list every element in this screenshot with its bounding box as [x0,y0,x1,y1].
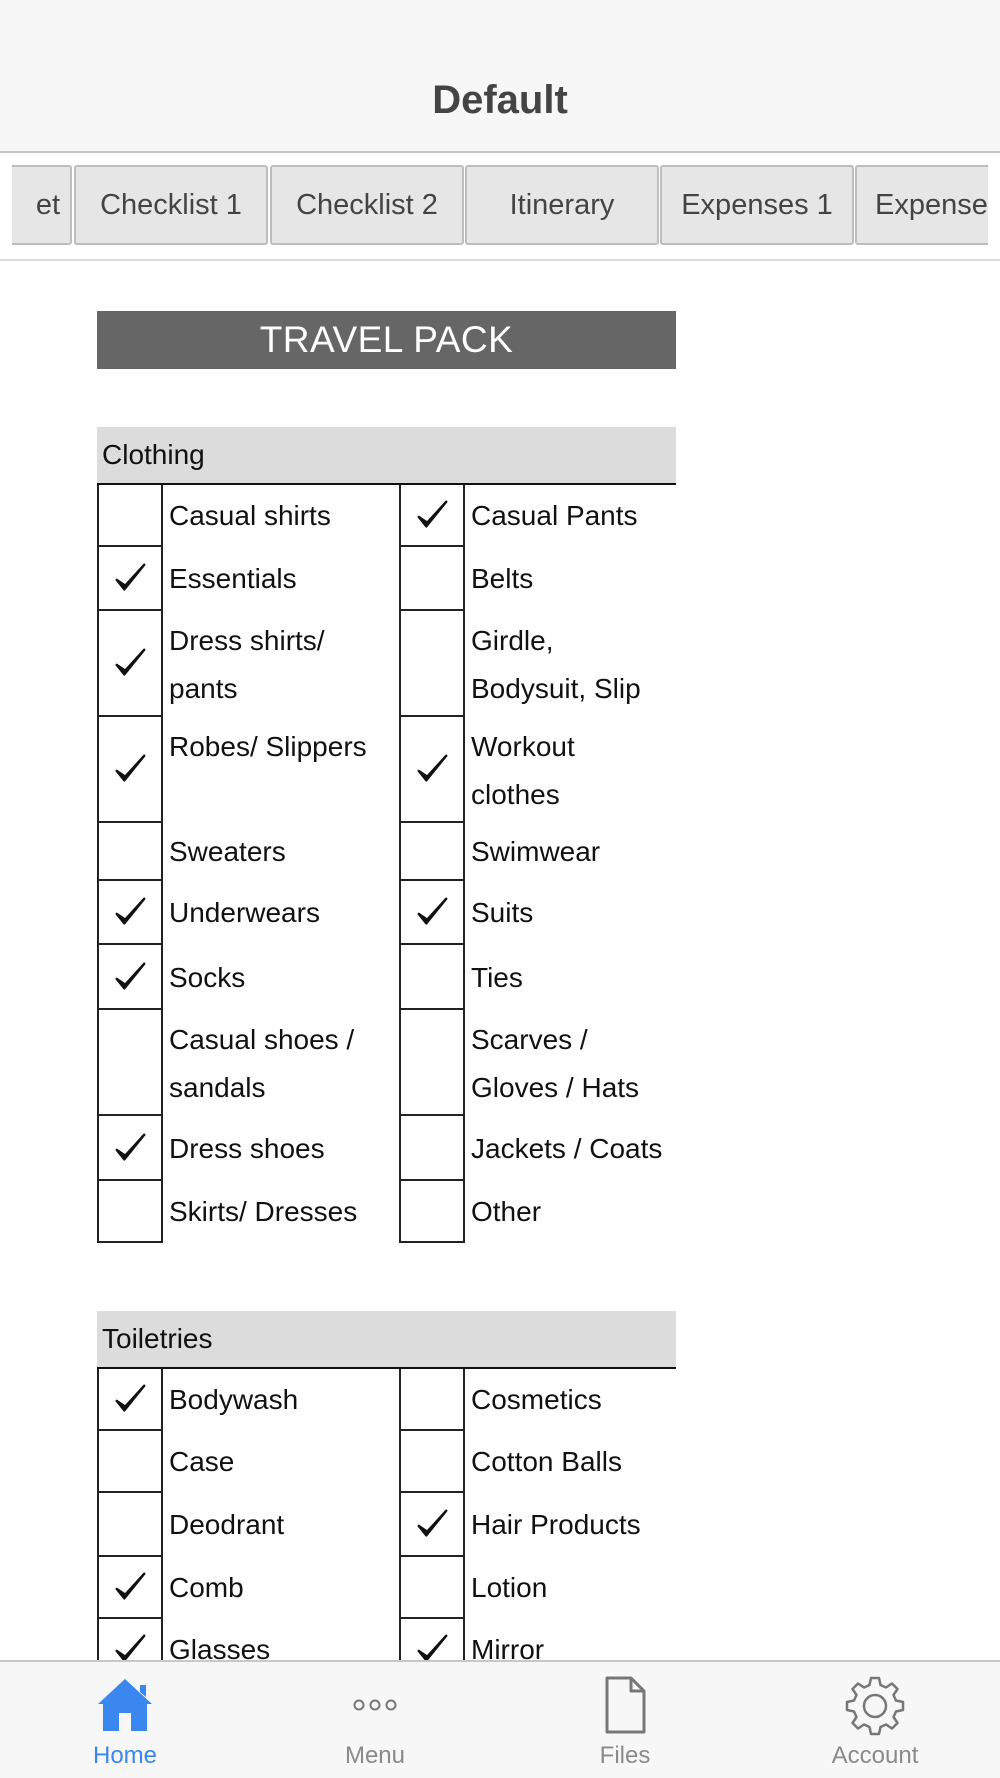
checklist-item-label: Socks [169,961,246,993]
checklist-row[interactable] [399,1010,676,1116]
tabbar-menu[interactable] [275,1672,475,1772]
checklist-row[interactable] [97,1116,399,1181]
checklist-item-label: Cosmetics [471,1384,602,1415]
checklist-row[interactable] [399,945,676,1010]
tab-checklist-1[interactable]: Checklist 1 [74,165,268,245]
checkbox[interactable] [399,717,465,823]
nav-header [0,0,1000,153]
checkmark-icon [111,559,149,597]
section-title: Clothing [97,427,676,485]
checkmark-icon [413,1505,451,1543]
checklist-row[interactable] [97,881,399,945]
toiletries-section [97,1311,676,1660]
checklist-row[interactable] [97,1493,399,1557]
checklist-item-label: Other [471,1196,542,1227]
checkmark-icon [111,644,149,682]
checklist-row[interactable] [399,1369,676,1431]
more-icon [342,1672,408,1738]
clothing-left-column [97,485,399,1243]
checkmark-icon [111,893,149,931]
home-icon [92,1672,158,1738]
checkbox[interactable] [97,611,163,717]
clothing-right-column [399,485,676,1243]
checklist-row[interactable] [97,485,399,547]
checkbox[interactable] [97,717,163,823]
checklist-item-label: Casual Pants [471,500,638,531]
toiletries-right-column [399,1369,676,1660]
checkmark-icon [413,893,451,931]
checklist-row[interactable] [97,547,399,611]
checklist-item-label: Hair Products [471,1509,641,1540]
checklist-row[interactable] [97,1181,399,1243]
checklist-item-label: Mirror [471,1634,545,1660]
section-title: Toiletries [97,1311,676,1369]
checkbox[interactable] [97,485,163,547]
checkmark-icon [413,496,451,534]
checklist-item-label: Cotton Balls [471,1446,622,1477]
checklist-row[interactable] [97,717,399,823]
checkbox[interactable] [399,945,465,1010]
checklist-row[interactable] [97,823,399,881]
checklist-item-label: Case [169,1446,235,1477]
checklist-row[interactable] [399,717,676,823]
checkbox[interactable] [97,1431,163,1493]
tab-itinerary[interactable]: Itinerary [465,165,659,245]
checklist-item-label: Bodywash [169,1384,299,1415]
checkbox[interactable] [399,485,465,547]
checklist-item-label: Underwears [169,897,320,928]
checklist-item-label: Sweaters [169,836,286,867]
tab-sheet-0[interactable]: et [12,165,72,245]
checklist-row[interactable] [97,1619,399,1660]
checklist-item-label: Glasses [169,1634,271,1660]
checkmark-icon [111,1380,149,1418]
checklist-item-label: Essentials [169,563,297,594]
checkbox[interactable] [97,1116,163,1181]
bottom-tab-bar [0,1660,1000,1778]
checkbox[interactable] [399,547,465,611]
tabbar-home[interactable] [25,1672,225,1772]
checkbox[interactable] [399,1010,465,1116]
checkmark-icon [111,1568,149,1606]
checklist-item-label: Skirts/ Dresses [169,1196,358,1227]
checkbox[interactable] [399,1431,465,1493]
checkbox[interactable] [399,1557,465,1619]
checkbox[interactable] [97,1181,163,1243]
checklist-item-label: Jackets / Coats [471,1132,663,1164]
checkbox[interactable] [399,611,465,717]
checklist-row[interactable] [97,1010,399,1116]
checklist-item-label: Swimwear [471,836,601,867]
checkbox[interactable] [399,881,465,945]
sheet-tabs-scroller[interactable] [12,165,988,245]
page-title: Default [432,78,568,122]
tabbar-label: Menu [344,1742,406,1769]
tab-expenses-2[interactable]: Expense [855,165,988,245]
checkbox[interactable] [399,823,465,881]
checklist-item-label: Lotion [471,1572,548,1603]
tab-checklist-2[interactable]: Checklist 2 [270,165,464,245]
checklist-row[interactable] [399,1181,676,1243]
tab-expenses-1[interactable]: Expenses 1 [660,165,854,245]
toiletries-grid [97,1369,676,1660]
checklist-row[interactable] [399,1493,676,1557]
checklist-item-label: Dress shoes [169,1132,325,1164]
sheet-tabs [0,155,1000,261]
toiletries-left-column [97,1369,399,1660]
checkbox[interactable] [97,881,163,945]
checklist-row[interactable] [399,1431,676,1493]
checklist-row[interactable] [97,945,399,1010]
checkmark-icon [111,750,149,788]
tabbar-label: Account [831,1742,919,1769]
checklist-row[interactable] [97,1369,399,1431]
checkmark-icon [413,750,451,788]
sheet-content[interactable] [0,262,1000,1660]
checklist-item-label: Ties [471,961,523,993]
tabbar-files[interactable] [525,1672,725,1772]
checklist-row[interactable] [97,1431,399,1493]
checkbox[interactable] [399,1369,465,1431]
checklist-row[interactable] [399,1557,676,1619]
clothing-section [97,427,676,1243]
checkbox[interactable] [97,1493,163,1557]
checklist-row[interactable] [399,1619,676,1660]
checklist-item-label: Robes/ Slippers [169,731,367,762]
checkmark-icon [111,1630,149,1660]
checklist-item-label: Dress shirts/ pants [169,625,325,704]
checkmark-icon [111,1129,149,1167]
checklist-item-label: Girdle, Bodysuit, Slip [471,625,641,704]
checklist-item-label: Scarves / Gloves / Hats [471,1024,640,1103]
checklist-row[interactable] [399,611,676,717]
checkbox[interactable] [97,547,163,611]
checkmark-icon [111,958,149,996]
checkmark-icon [413,1630,451,1660]
checklist-item-label: Deodrant [169,1509,285,1540]
file-icon [592,1672,658,1738]
checklist-item-label: Casual shoes / sandals [169,1024,355,1103]
checkbox[interactable] [97,1369,163,1431]
checklist-item-label: Workout clothes [471,731,575,810]
checkbox[interactable] [97,1010,163,1116]
checklist-row[interactable] [97,611,399,717]
tabbar-label: Files [599,1742,651,1769]
checkbox[interactable] [399,1181,465,1243]
gear-icon [842,1672,908,1738]
checkbox[interactable] [97,1557,163,1619]
checklist-row[interactable] [399,485,676,547]
tabbar-account[interactable] [775,1672,975,1772]
checkbox[interactable] [97,1619,163,1660]
clothing-grid [97,485,676,1243]
checklist-row[interactable] [399,823,676,881]
checklist-item-label: Suits [471,897,534,928]
sheet-banner: TRAVEL PACK [97,311,676,369]
checkbox[interactable] [97,945,163,1010]
checklist-row[interactable] [399,881,676,945]
checklist-row[interactable] [399,547,676,611]
checklist-row[interactable] [399,1116,676,1181]
checklist-row[interactable] [97,1557,399,1619]
checklist-item-label: Belts [471,563,534,594]
checkbox[interactable] [399,1619,465,1660]
checkbox[interactable] [399,1116,465,1181]
tabbar-label: Home [92,1742,158,1769]
checklist-item-label: Comb [169,1572,244,1603]
checkbox[interactable] [399,1493,465,1557]
checklist-item-label: Casual shirts [169,500,331,531]
checkbox[interactable] [97,823,163,881]
